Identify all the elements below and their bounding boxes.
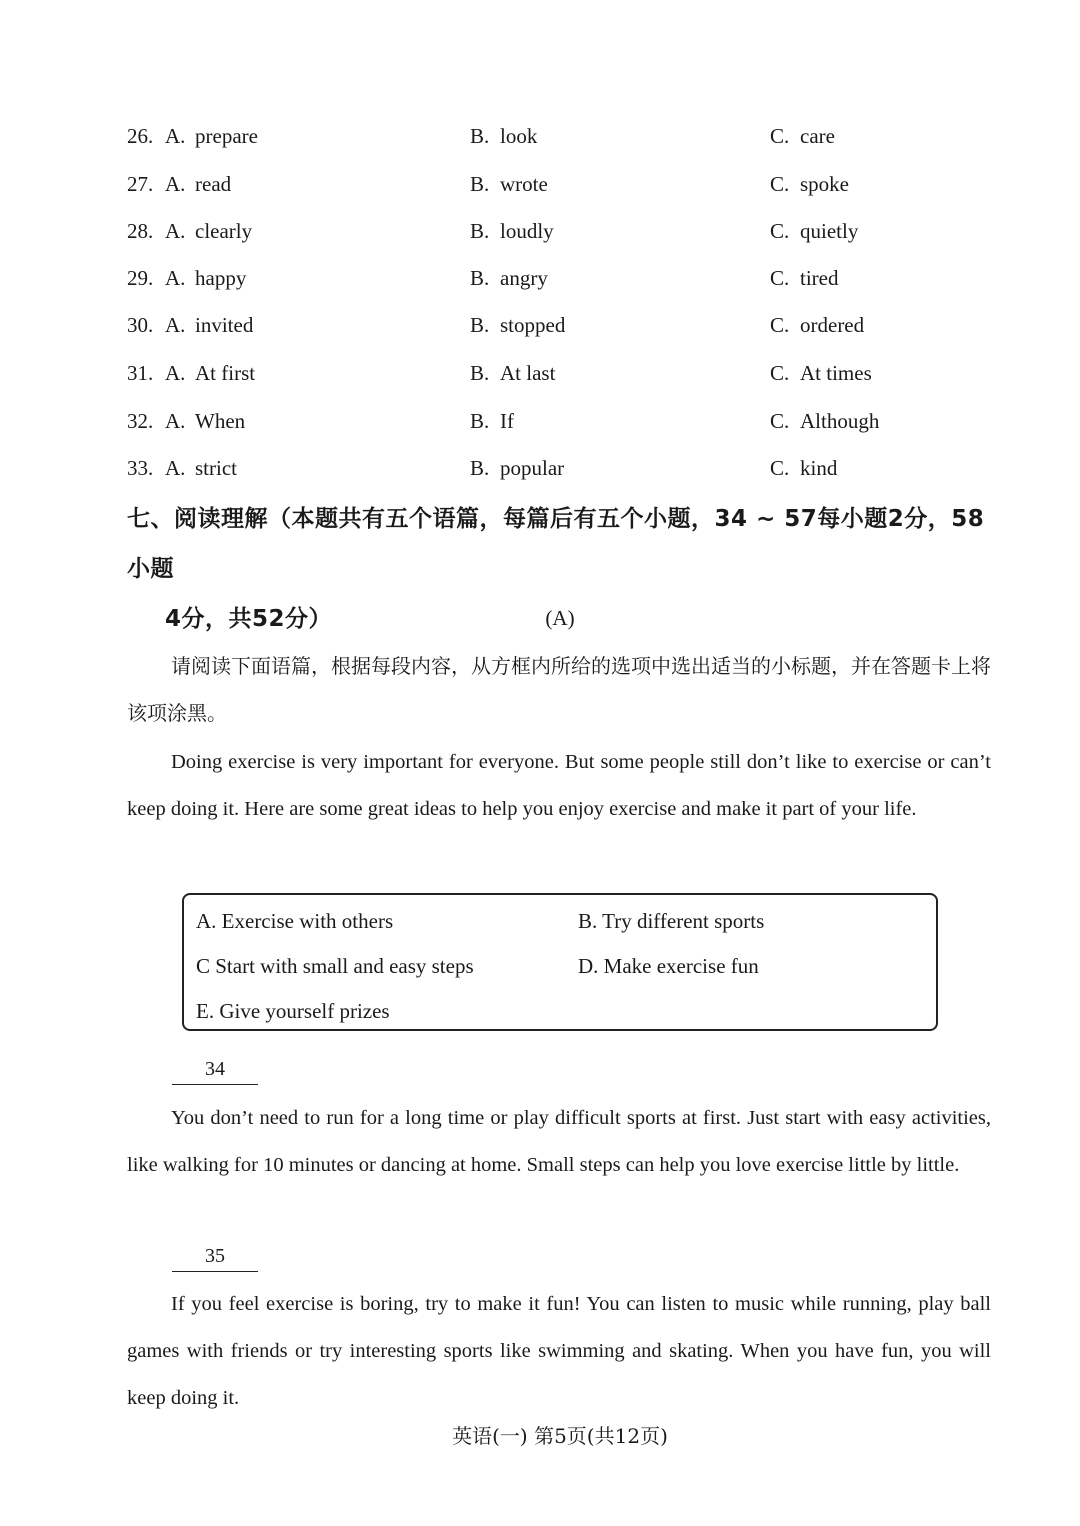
choice-a: A. strict [165,456,237,480]
option-row-28 [0,219,1080,249]
choice-a: A. happy [165,266,247,290]
box-option-d: D. Make exercise fun [578,954,759,978]
question-number: 29. [127,266,154,290]
choice-b: B. loudly [470,219,554,243]
option-row-27 [0,172,1080,202]
choice-a: A. When [165,409,246,433]
section-heading-line2: 4分，共52分） [165,606,333,632]
paragraph-34: You don’t need to run for a long time or play difficult sports at first. Just start with easy activities, like walking for 10 minutes or dancing at home. Small steps can help you love exercise little by little. [127,1107,991,1176]
answer-blank-34: 34 [172,1058,258,1085]
choice-c: C. spoke [770,172,849,196]
choice-c: C. At times [770,361,872,385]
choice-c: C. care [770,124,835,148]
option-row-29 [0,266,1080,296]
option-row-33 [0,456,1080,486]
choice-b: B. stopped [470,313,566,337]
question-number: 30. [127,313,154,337]
question-number: 31. [127,361,154,385]
box-option-b: B. Try different sports [578,909,765,933]
choice-a: A. prepare [165,124,258,148]
box-option-e: E. Give yourself prizes [196,999,390,1023]
choice-a: A. invited [165,313,254,337]
instruction-paragraph: 请阅读下面语篇，根据每段内容，从方框内所给的选项中选出适当的小标题，并在答题卡上将该项涂黑。 [127,654,991,725]
question-number: 32. [127,409,154,433]
option-row-31 [0,361,1080,391]
option-row-26 [0,124,1080,154]
box-option-c: C Start with small and easy steps [196,954,474,978]
choice-c: C. Although [770,409,880,433]
box-option-a: A. Exercise with others [196,909,394,933]
choice-a: A. read [165,172,232,196]
part-label: (A) [545,606,575,630]
choice-c: C. tired [770,266,839,290]
choice-b: B. look [470,124,538,148]
question-number: 26. [127,124,154,148]
heading-options-box [182,893,938,1031]
choice-c: C. kind [770,456,838,480]
choice-b: B. wrote [470,172,548,196]
choice-c: C. ordered [770,313,865,337]
paragraph-35: If you feel exercise is boring, try to make it fun! You can listen to music while running, play ball games with friends or try interesting sports like swimming and skating. When you have fun, you will keep doing it. [127,1293,991,1409]
choice-b: B. At last [470,361,556,385]
choice-a: A. At first [165,361,256,385]
question-number: 28. [127,219,154,243]
option-row-32 [0,409,1080,439]
page-footer: 英语(一) 第5页(共12页) [452,1424,668,1448]
choice-a: A. clearly [165,219,253,243]
intro-paragraph: Doing exercise is very important for everyone. But some people still don’t like to exercise or can’t keep doing it. Here are some great ideas to help you enjoy exercise and make it part of your life. [127,751,991,820]
choice-b: B. angry [470,266,548,290]
question-number: 27. [127,172,154,196]
question-number: 33. [127,456,154,480]
choice-c: C. quietly [770,219,859,243]
answer-blank-35: 35 [172,1245,258,1272]
option-row-30 [0,313,1080,343]
choice-b: B. If [470,409,514,433]
choice-b: B. popular [470,456,565,480]
section-heading-line1: 七、阅读理解（本题共有五个语篇，每篇后有五个小题，34 ~ 57每小题2分，58小题 [127,506,985,582]
